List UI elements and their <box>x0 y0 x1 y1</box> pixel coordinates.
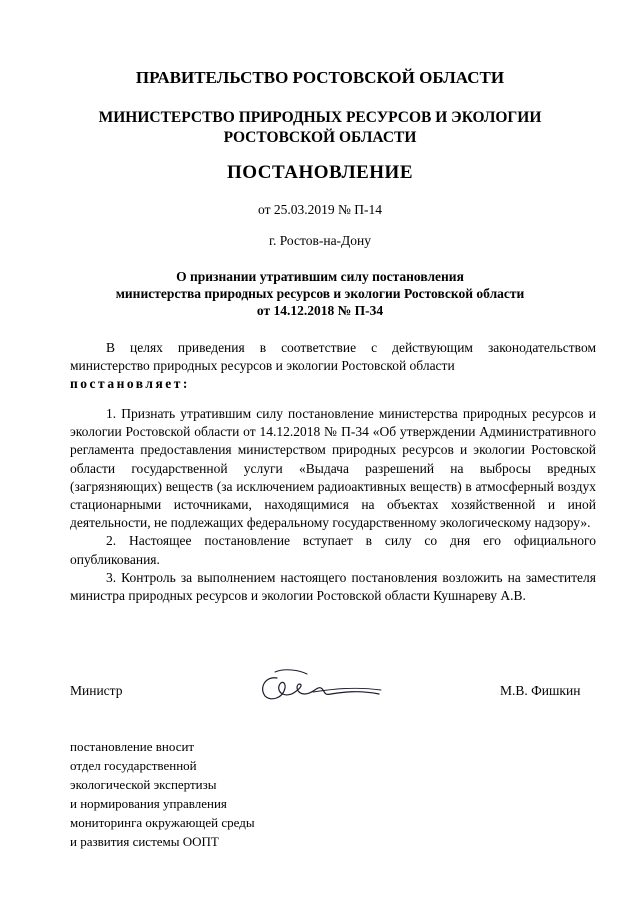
signatory-position: Министр <box>70 683 123 698</box>
document-city: г. Ростов-на-Дону <box>268 233 371 248</box>
preamble-text: В целях приведения в соответствие с действующим законодательством министерство природных ресурсов и экологии Ростовской области <box>70 340 596 374</box>
resolution-item-2: 2. Настоящее постановление вступает в силу со дня его официального опубликования. <box>70 533 596 567</box>
government-title: ПРАВИТЕЛЬСТВО РОСТОВСКОЙ ОБЛАСТИ <box>135 68 505 87</box>
resolution-items <box>70 405 596 605</box>
footer-line: и нормирования управления <box>70 796 227 811</box>
document-date-number: от 25.03.2019 № П-14 <box>258 202 382 217</box>
footer-line: и развития системы ООПТ <box>70 834 219 849</box>
document-subject <box>0 268 640 319</box>
signatory-name: М.В. Фишкин <box>500 683 581 698</box>
ministry-title-line2: РОСТОВСКОЙ ОБЛАСТИ <box>223 129 417 146</box>
footer-line: мониторинга окружающей среды <box>70 815 255 830</box>
footer-line: постановление вносит <box>70 739 195 754</box>
resolution-item-1: 1. Признать утратившим силу постановление министерства природных ресурсов и экологии Ростовской области от 14.12.2018 № П-34 «Об утверждении Административного регламента предоставления министерством природных ресурсов и экологии Ростовской области государственной услуги «Выдача разрешений на выбросы вредных (загрязняющих) веществ (за исключением радиоактивных веществ) в атмосферный воздух стационарными источниками, находящимися на объектах хозяйственной и иной деятельности, не подлежащих федеральному государственному экологическому надзору». <box>70 406 596 531</box>
resolution-item-3: 3. Контроль за выполнением настоящего постановления возложить на заместителя министра природных ресурсов и экологии Ростовской области Кушнареву А.В. <box>70 569 596 604</box>
ministry-title <box>0 108 640 148</box>
subject-line3: от 14.12.2018 № П-34 <box>256 303 384 318</box>
ministry-title-line1: МИНИСТЕРСТВО ПРИРОДНЫХ РЕСУРСОВ И ЭКОЛОГИИ <box>98 109 542 126</box>
handwritten-signature <box>255 664 385 712</box>
subject-line1: О признании утратившим силу постановления <box>176 269 464 284</box>
document-type: ПОСТАНОВЛЕНИЕ <box>226 162 414 183</box>
subject-line2: министерства природных ресурсов и экологии Ростовской области <box>115 286 525 301</box>
preamble <box>70 339 596 394</box>
footer-line: отдел государственной <box>70 758 197 773</box>
footer-note <box>70 737 255 851</box>
footer-line: экологической экспертизы <box>70 777 217 792</box>
resolves-word: постановляет: <box>70 376 190 392</box>
